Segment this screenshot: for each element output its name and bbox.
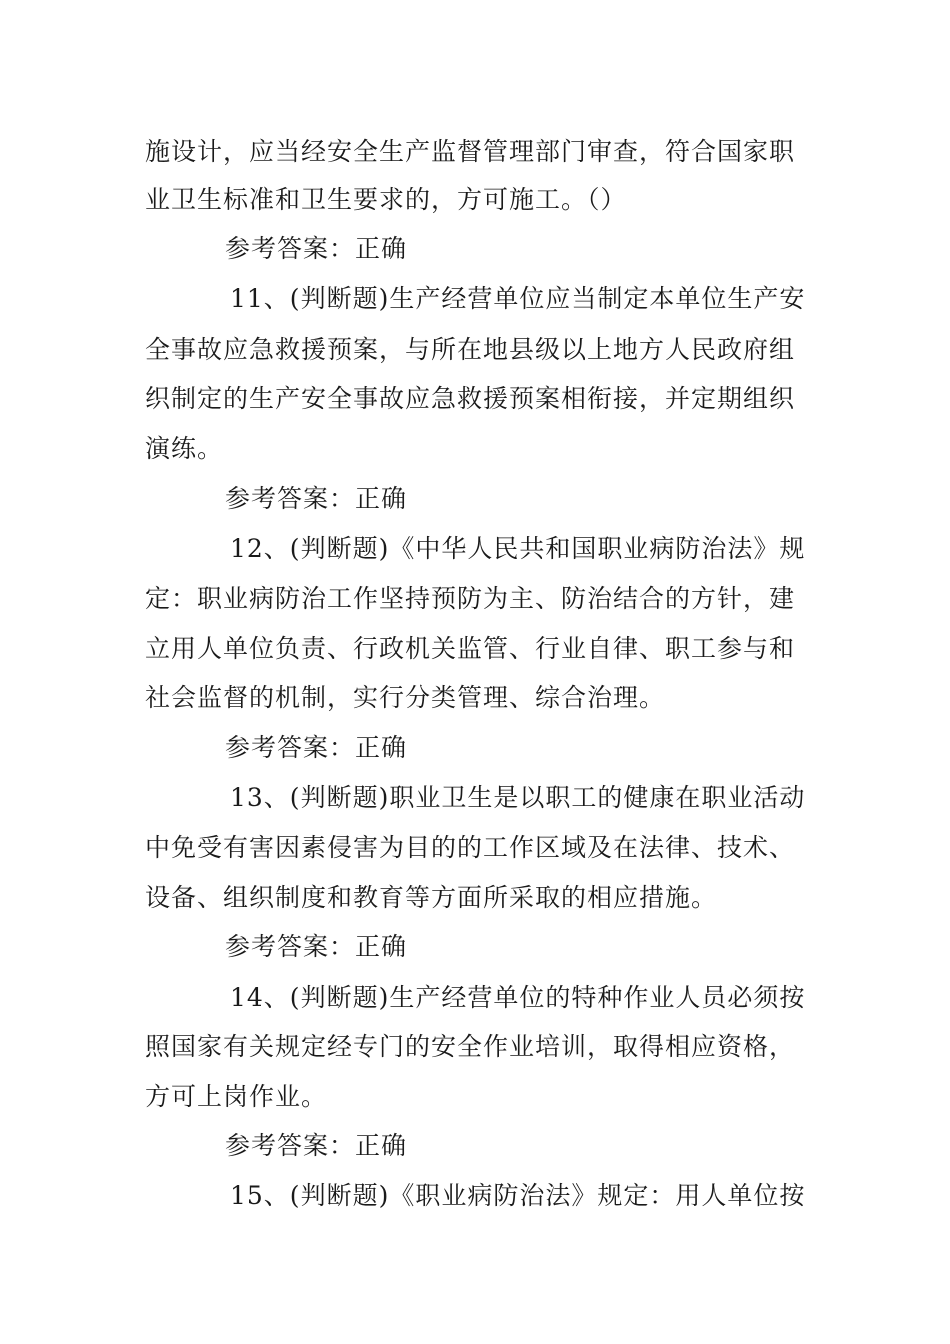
- question-11-line: 演练。: [145, 434, 224, 463]
- question-12-line: 定：职业病防治工作坚持预防为主、防治结合的方针，建: [145, 584, 796, 613]
- question-11-line: 全事故应急救援预案，与所在地县级以上地方人民政府组: [145, 335, 796, 364]
- question-12-line: 立用人单位负责、行政机关监管、行业自律、职工参与和: [145, 634, 796, 663]
- answer-line: 参考答案：正确: [225, 733, 408, 762]
- question-13-line: 13、(判断题)职业卫生是以职工的健康在职业活动: [230, 783, 806, 812]
- question-11-line: 织制定的生产安全事故应急救援预案相衔接，并定期组织: [145, 384, 796, 413]
- question-12-line: 12、(判断题)《中华人民共和国职业病防治法》规: [230, 534, 806, 563]
- question-12-line: 社会监督的机制，实行分类管理、综合治理。: [145, 683, 666, 712]
- intro-line: 业卫生标准和卫生要求的，方可施工。（）: [145, 185, 627, 214]
- question-14-line: 照国家有关规定经专门的安全作业培训，取得相应资格，: [145, 1032, 796, 1061]
- question-14-line: 方可上岗作业。: [145, 1082, 328, 1111]
- question-14-line: 14、(判断题)生产经营单位的特种作业人员必须按: [230, 983, 806, 1012]
- answer-line: 参考答案：正确: [225, 234, 408, 263]
- answer-line: 参考答案：正确: [225, 932, 408, 961]
- question-11-line: 11、(判断题)生产经营单位应当制定本单位生产安: [230, 284, 806, 313]
- question-13-line: 设备、组织制度和教育等方面所采取的相应措施。: [145, 883, 718, 912]
- intro-line: 施设计，应当经安全生产监督管理部门审查，符合国家职: [145, 137, 796, 166]
- answer-line: 参考答案：正确: [225, 1131, 408, 1160]
- question-15-line: 15、(判断题)《职业病防治法》规定：用人单位按: [230, 1181, 806, 1210]
- answer-line: 参考答案：正确: [225, 484, 408, 513]
- question-13-line: 中免受有害因素侵害为目的的工作区域及在法律、技术、: [145, 833, 796, 862]
